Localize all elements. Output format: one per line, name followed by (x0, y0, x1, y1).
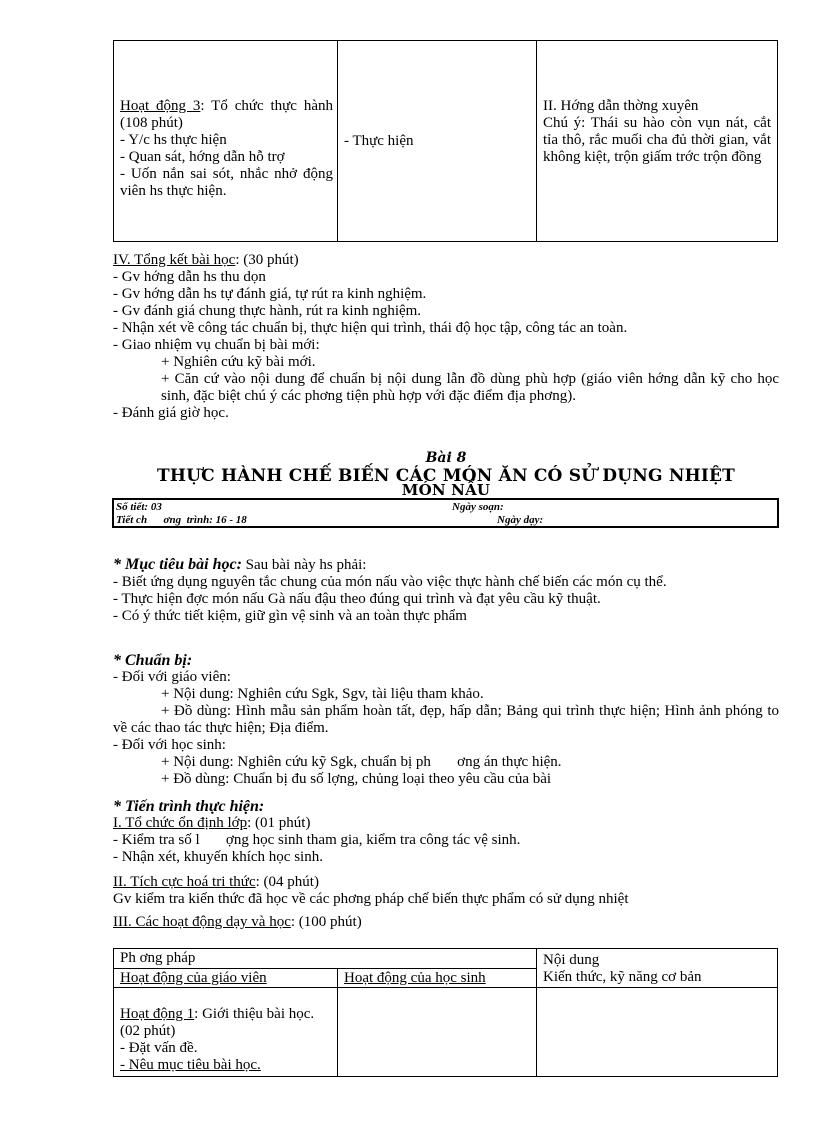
process-section (113, 798, 779, 931)
knowledge-header: Kiến thức, kỹ năng cơ bản (543, 969, 702, 985)
preparation-section (113, 652, 779, 788)
prep-student-tools: + Đồ dùng: Chuẩn bị đu số lợng, chủng loại theo yêu cầu của bài (161, 771, 552, 787)
lesson-info-box (112, 498, 779, 528)
process-label: * Tiến trình thực hiện: (113, 798, 265, 815)
teacher-item: - Y/c hs thực hiện (120, 132, 227, 148)
summary-line: - Đánh giá giờ học. (113, 405, 229, 421)
step-1-line: - Kiểm tra số l ợng học sinh tham gia, kiểm tra công tác vệ sinh. (113, 832, 521, 848)
objective-line: - Thực hiện đợc món nấu Gà nấu đậu theo đúng qui trình và đạt yêu cầu kỹ thuật. (113, 591, 601, 607)
lesson-number: Bài 8 (425, 450, 467, 466)
step-2-rest: : (04 phút) (255, 874, 319, 890)
prep-teacher-content: + Nội dung: Nghiên cứu Sgk, Sgv, tài liệu tham khảo. (161, 686, 484, 702)
step-3-heading: III. Các hoạt động dạy và học (113, 914, 291, 930)
prep-teacher: - Đối với giáo viên: (113, 669, 231, 685)
objective-line: - Có ý thức tiết kiệm, giữ gìn vệ sinh và an toàn thực phẩm (113, 608, 467, 624)
student-activity-cell (338, 41, 537, 242)
prep-teacher-tools: + Đồ dùng: Hình mẫu sản phẩm hoàn tất, đẹp, hấp dẫn; Bảng qui trình thực hiện; Hình ảnh phóng to về các thao tác thực hiện; Địa điểm. (113, 703, 779, 736)
lesson-title-line: MÓN NẤU (401, 481, 491, 499)
objectives-label: * Mục tiêu bài học: (113, 556, 242, 573)
teacher-item: - Quan sát, hớng dẫn hỗ trợ (120, 149, 285, 165)
method-header: Ph ơng pháp (120, 950, 196, 966)
section-4-heading: IV. Tổng kết bài học (113, 252, 236, 268)
teacher-header-cell (114, 969, 338, 988)
step-1-rest: : (01 phút) (247, 815, 311, 831)
so-tiet: Số tiết: 03 (116, 501, 162, 513)
summary-line: - Gv hớng dẫn hs thu dọn (113, 269, 266, 285)
content-header-cell (537, 949, 778, 988)
knowledge-cell (537, 41, 778, 242)
activity-3-heading: Hoạt động 3 (120, 98, 201, 114)
lesson-title (113, 468, 779, 497)
summary-sub: + Căn cứ vào nội dung để chuẩn bị nội dung lẫn đồ dùng phù hợp (giáo viên hớng dẫn kỹ cho học sinh, đặc biệt chú ý các phơng tiện phù hợp với đặc điểm địa phơng). (161, 371, 779, 404)
activity-table-bottom (113, 948, 778, 1077)
step-2-heading: II. Tích cực hoá tri thức (113, 874, 256, 890)
activity-1-content-cell (537, 988, 778, 1077)
teacher-item: - Uốn nắn sai sót, nhắc nhở động viên hs thực hiện. (120, 166, 333, 199)
objective-line: - Biết ứng dụng nguyên tắc chung của món nấu vào việc thực hành chế biến các món cụ thể. (113, 574, 667, 590)
step-1-heading: I. Tổ chức ổn định lớp (113, 815, 248, 831)
teacher-header: Hoạt động của giáo viên (120, 970, 267, 986)
ngay-soan: Ngày soạn: (452, 501, 504, 513)
prep-student: - Đối với học sinh: (113, 737, 226, 753)
step-1-line: - Nhận xét, khuyến khích học sinh. (113, 849, 323, 865)
student-action: - Thực hiện (344, 132, 414, 149)
summary-line: - Gv hớng dẫn hs tự đánh giá, tự rút ra kinh nghiệm. (113, 286, 427, 302)
activity-3-heading-rest: : Tổ chức thực hành (108 phút) (120, 98, 333, 131)
activity-1-heading-rest: : Giới thiệu bài học. (02 phút) (120, 1006, 315, 1039)
step-3-rest: : (100 phút) (290, 914, 362, 930)
summary-line: - Nhận xét về công tác chuẩn bị, thực hiện qui trình, thái độ học tập, công tác an toàn. (113, 320, 628, 336)
guidance-heading: II. Hớng dẫn thờng xuyên (543, 98, 699, 114)
summary-line: - Gv đánh giá chung thực hành, rút ra kinh nghiệm. (113, 303, 422, 319)
section-4-heading-rest: : (30 phút) (235, 252, 299, 268)
method-header-cell (114, 949, 537, 969)
summary-sub: + Nghiên cứu kỹ bài mới. (161, 354, 316, 370)
section-summary (113, 252, 779, 422)
student-header: Hoạt động của học sinh (344, 970, 486, 986)
tiet-chuong-trinh: Tiết ch ơng trình: 16 - 18 (116, 514, 247, 526)
student-header-cell (338, 969, 537, 988)
activity-1-line: - Nêu mục tiêu bài học. (120, 1057, 261, 1073)
activity-1-student-cell (338, 988, 537, 1077)
activity-1-line: - Đặt vấn đề. (120, 1040, 198, 1056)
ngay-day: Ngày dạy: (497, 514, 544, 526)
activity-table-top (113, 40, 778, 242)
activity-1-cell (114, 988, 338, 1077)
objectives-section (113, 556, 779, 625)
prep-label: * Chuẩn bị: (113, 652, 193, 669)
lesson-title-line: THỰC HÀNH CHẾ BIẾN CÁC MÓN ĂN CÓ SỬ DỤNG NHIỆT (156, 466, 736, 486)
teacher-activity-cell (114, 41, 338, 242)
summary-line: - Giao nhiệm vụ chuẩn bị bài mới: (113, 337, 320, 353)
objectives-intro: Sau bài này hs phải: (241, 557, 367, 573)
content-header: Nội dung (543, 952, 600, 968)
prep-student-content: + Nội dung: Nghiên cứu kỹ Sgk, chuẩn bị ph ơng án thực hiện. (161, 754, 562, 770)
activity-1-heading: Hoạt động 1 (120, 1006, 195, 1022)
step-2-line: Gv kiểm tra kiến thức đã học về các phơng pháp chế biến thực phẩm có sử dụng nhiệt (113, 891, 629, 907)
guidance-note: Chú ý: Thái su hào còn vụn nát, cắt tỉa thô, rắc muối cha đủ thời gian, vắt không kiệt, trộn giấm trớc trộn đồng (543, 115, 771, 165)
